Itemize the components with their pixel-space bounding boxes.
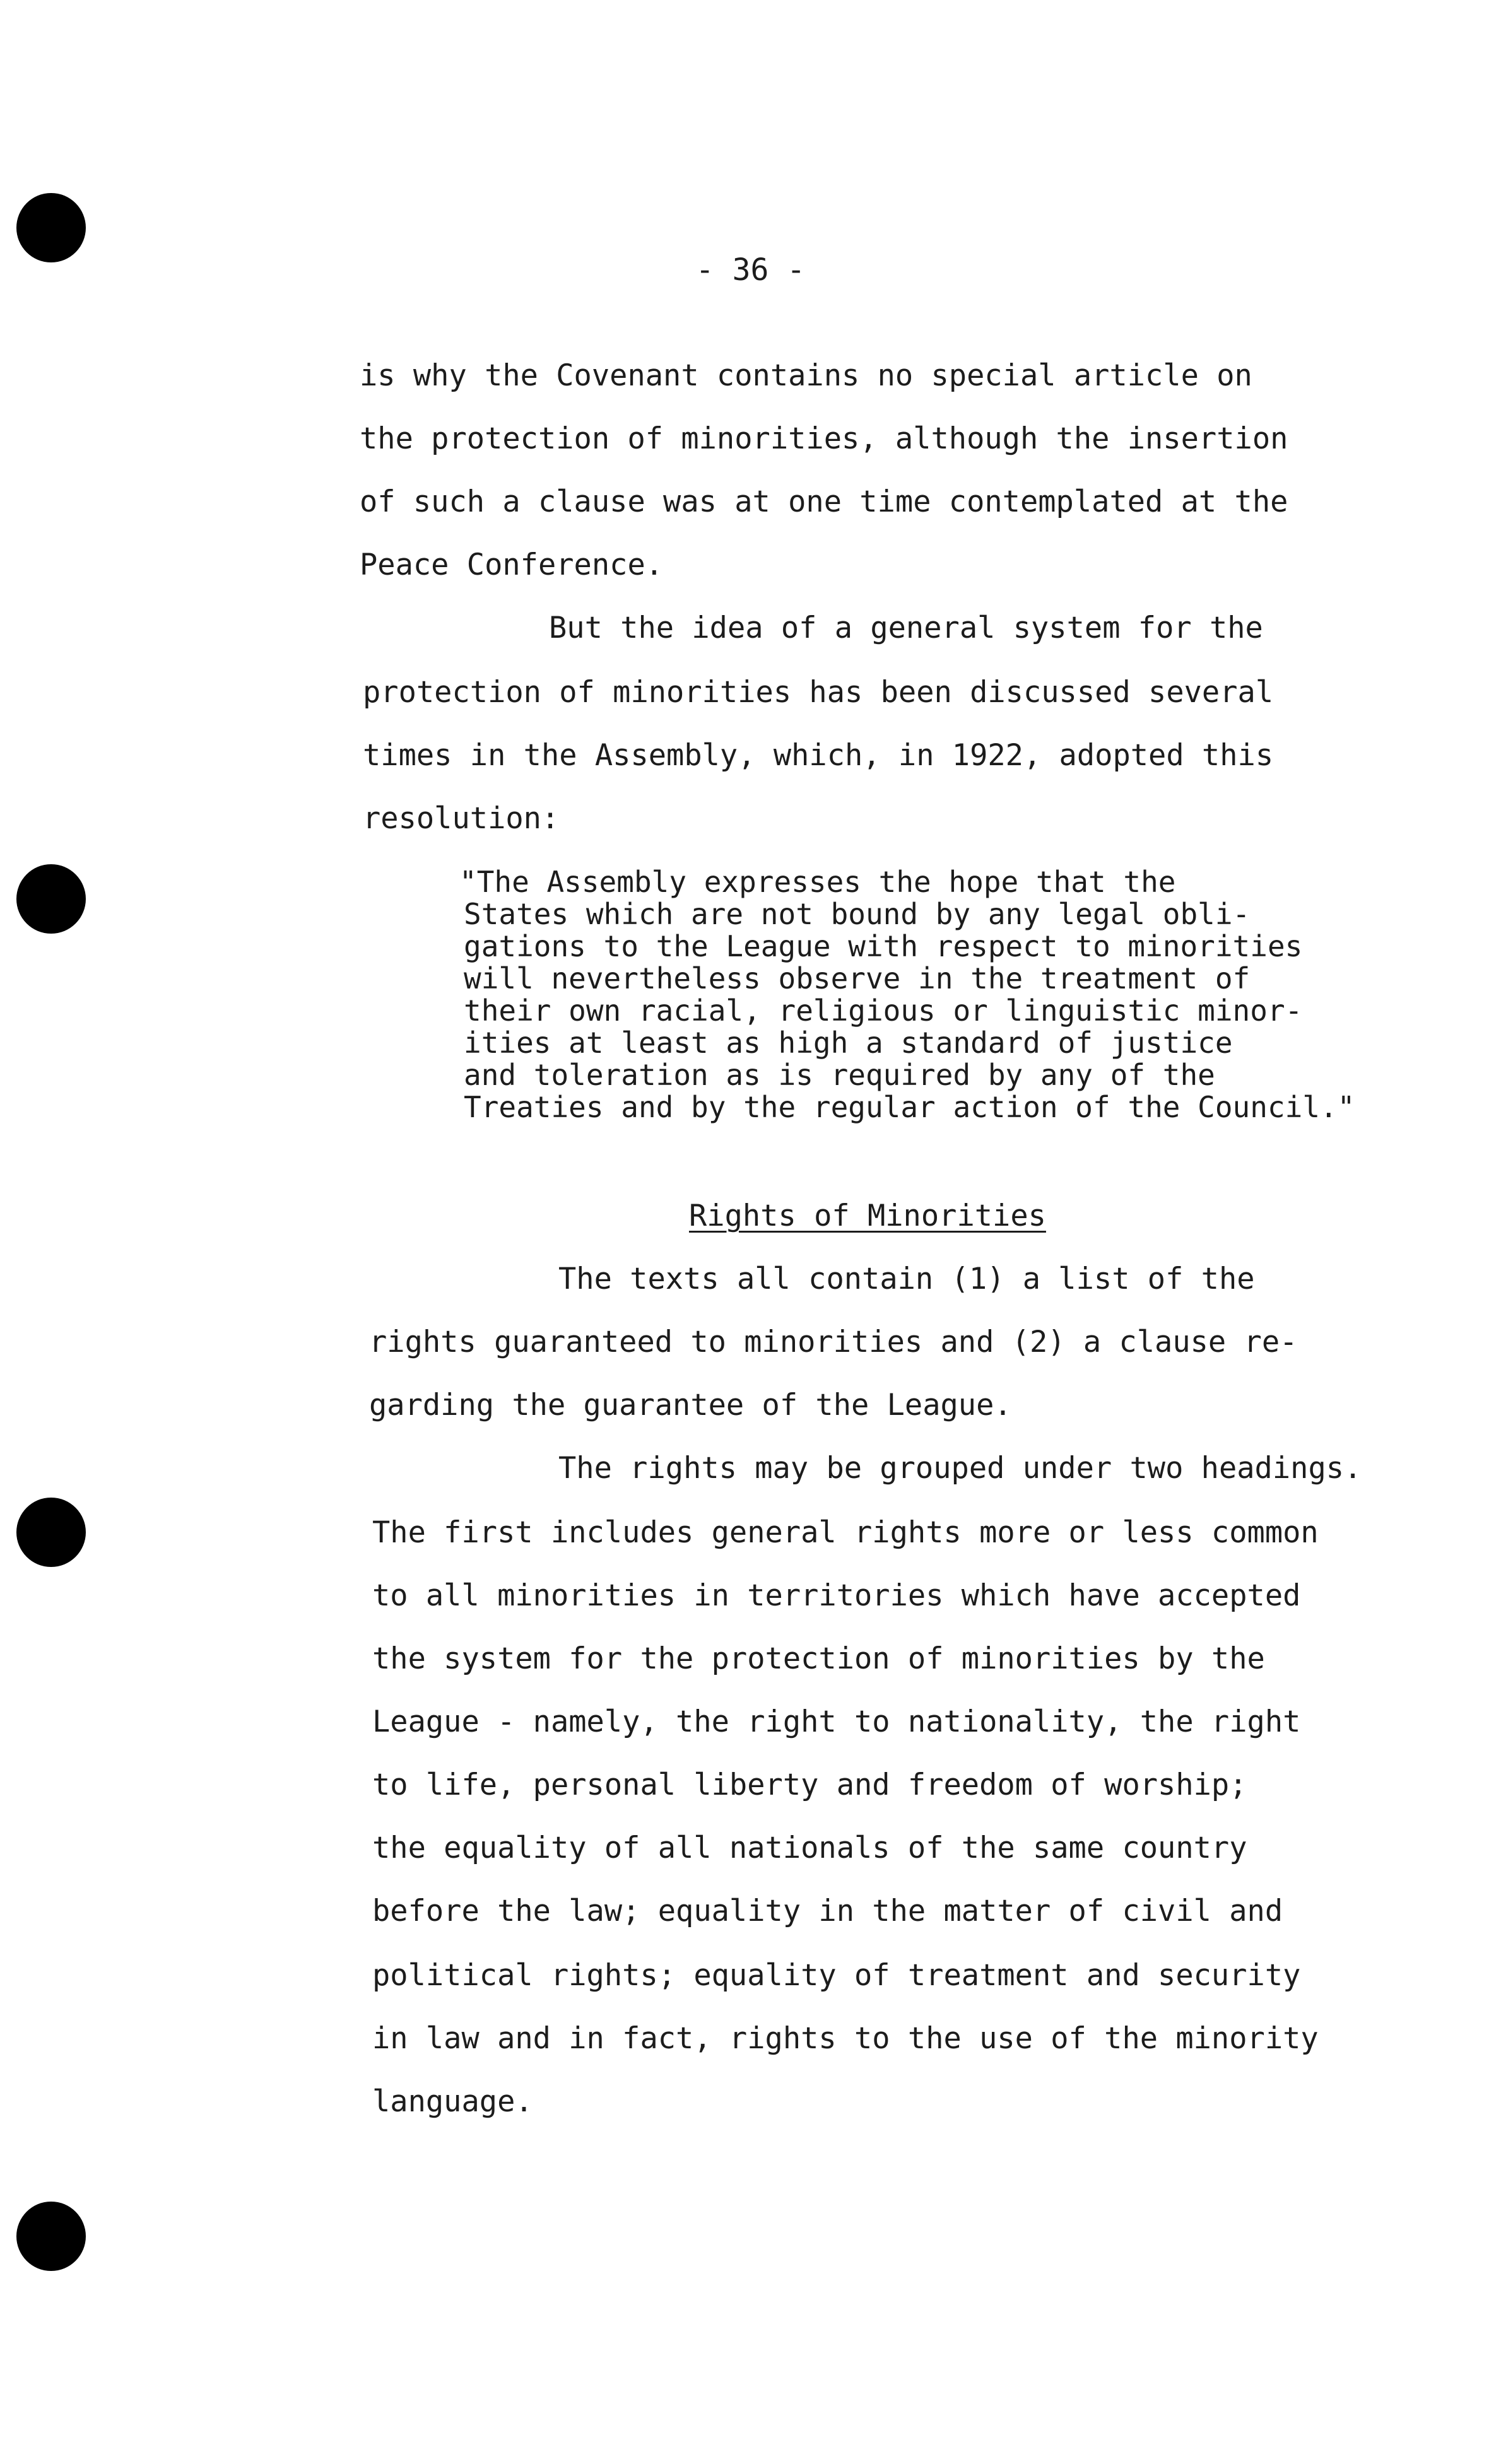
section-heading: Rights of Minorities	[689, 1199, 1046, 1233]
text-line: The first includes general rights more or less common	[372, 1515, 1319, 1550]
text-line: before the law; equality in the matter of civil and	[372, 1894, 1283, 1928]
text-line: of such a clause was at one time contemplated at the	[360, 484, 1288, 519]
quote-line: gations to the League with respect to minorities	[464, 929, 1303, 963]
text-line: League - namely, the right to nationality, the right	[372, 1704, 1301, 1739]
text-line: But the idea of a general system for the	[549, 611, 1263, 645]
binder-hole-2	[16, 864, 86, 934]
text-line: is why the Covenant contains no special article on	[360, 358, 1252, 393]
page-number: - 36 -	[695, 252, 806, 288]
quote-line: and toleration as is required by any of the	[464, 1058, 1215, 1092]
binder-hole-3	[16, 1498, 86, 1567]
quote-line: their own racial, religious or linguistic minor-	[464, 994, 1303, 1028]
text-line: rights guaranteed to minorities and (2) a clause re-	[369, 1325, 1298, 1359]
quote-line: Treaties and by the regular action of the Council."	[464, 1090, 1355, 1124]
quote-line: will nevertheless observe in the treatment of	[464, 961, 1251, 995]
text-line: to life, personal liberty and freedom of worship;	[372, 1768, 1247, 1802]
text-line: protection of minorities has been discussed several	[363, 675, 1274, 710]
text-line: the system for the protection of minorities by the	[372, 1641, 1265, 1676]
binder-hole-4	[16, 2202, 86, 2271]
text-line: The rights may be grouped under two headings.	[558, 1451, 1362, 1486]
text-line: Peace Conference.	[360, 548, 664, 582]
quote-line: States which are not bound by any legal obli-	[464, 897, 1251, 931]
text-line: The texts all contain (1) a list of the	[558, 1262, 1255, 1296]
text-line: garding the guarantee of the League.	[369, 1388, 1012, 1423]
text-line: to all minorities in territories which have accepted	[372, 1578, 1301, 1613]
text-line: in law and in fact, rights to the use of the minority	[372, 2021, 1319, 2056]
text-line: the equality of all nationals of the same country	[372, 1831, 1247, 1865]
quote-line: "The Assembly expresses the hope that the	[459, 865, 1176, 899]
text-line: resolution:	[363, 801, 560, 836]
quote-line: ities at least as high a standard of justice	[464, 1026, 1233, 1060]
text-line: times in the Assembly, which, in 1922, adopted this	[363, 738, 1274, 773]
text-line: political rights; equality of treatment and security	[372, 1958, 1301, 1993]
text-line: the protection of minorities, although the insertion	[360, 421, 1288, 456]
text-line: language.	[372, 2084, 533, 2119]
